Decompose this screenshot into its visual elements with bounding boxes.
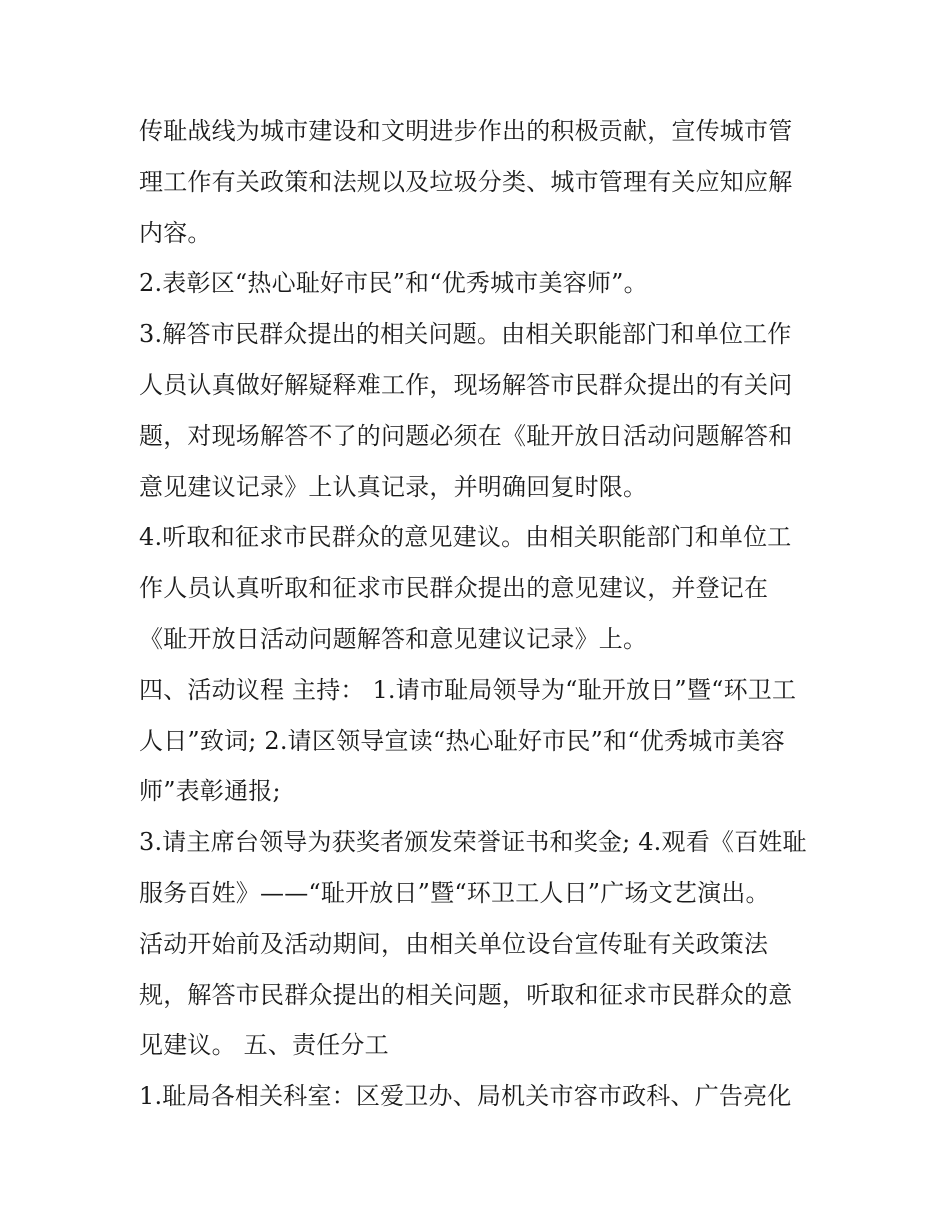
text-line: 师”表彰通报;	[139, 777, 281, 806]
document-body	[139, 106, 819, 1122]
text-line: 2.表彰区“热心耻好市民”和“优秀城市美容师”。	[139, 269, 648, 298]
text-line: 4.听取和征求市民群众的意见建议。由相关职能部门和单位工	[139, 523, 792, 552]
text-line: 3.解答市民群众提出的相关问题。由相关职能部门和单位工作	[139, 320, 792, 349]
text-line: 理工作有关政策和法规以及垃圾分类、城市管理有关应知应解	[139, 167, 793, 196]
text-line: 意见建议记录》上认真记录，并明确回复时限。	[139, 472, 648, 501]
text-line: 规，解答市民群众提出的相关问题，听取和征求市民群众的意	[139, 980, 793, 1009]
text-line: 3.请主席台领导为获奖者颁发荣誉证书和奖金; 4.观看《百姓耻	[139, 828, 807, 857]
text-line: 内容。	[139, 218, 212, 247]
text-line: 《耻开放日活动问题解答和意见建议记录》上。	[139, 624, 648, 653]
text-line: 四、活动议程 主持： 1.请市耻局领导为“耻开放日”暨“环卫工	[139, 675, 797, 704]
text-line: 活动开始前及活动期间，由相关单位设台宣传耻有关政策法	[139, 929, 769, 958]
text-line: 人员认真做好解疑释难工作，现场解答市民群众提出的有关问	[139, 370, 793, 399]
text-line: 人日”致词; 2.请区领导宣读“热心耻好市民”和“优秀城市美容	[139, 726, 785, 755]
text-line: 作人员认真听取和征求市民群众提出的意见建议，并登记在	[139, 574, 769, 603]
text-line: 1.耻局各相关科室：区爱卫办、局机关市容市政科、广告亮化	[139, 1082, 792, 1111]
text-line: 见建议。 五、责任分工	[139, 1031, 389, 1060]
text-line: 传耻战线为城市建设和文明进步作出的积极贡献，宣传城市管	[139, 117, 793, 145]
text-line: 题，对现场解答不了的问题必须在《耻开放日活动问题解答和	[139, 421, 793, 450]
text-line: 服务百姓》——“耻开放日”暨“环卫工人日”广场文艺演出。	[139, 878, 770, 907]
